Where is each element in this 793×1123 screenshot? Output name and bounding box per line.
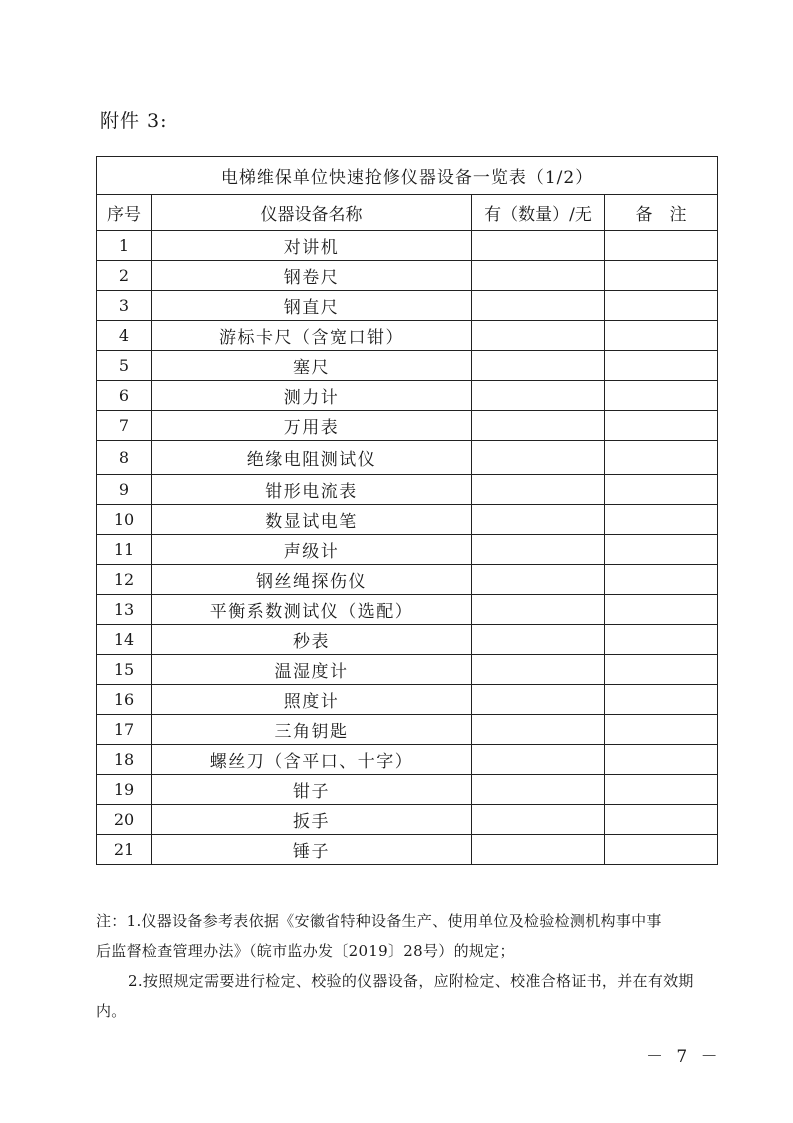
table-title: 电梯维保单位快速抢修仪器设备一览表（1/2）	[97, 157, 718, 195]
remark-cell	[605, 505, 718, 535]
header-have: 有（数量）/无	[472, 195, 605, 231]
remark-cell	[605, 805, 718, 835]
remark-cell	[605, 411, 718, 441]
table-row	[97, 685, 718, 715]
table-header-row	[97, 195, 718, 231]
remark-cell	[605, 625, 718, 655]
remark-cell	[605, 745, 718, 775]
quantity-cell	[472, 625, 605, 655]
table-row	[97, 441, 718, 475]
note-1-line-1: 注：1.仪器设备参考表依据《安徽省特种设备生产、使用单位及检验检测机构事中事	[96, 912, 662, 930]
quantity-cell	[472, 745, 605, 775]
remark-cell	[605, 381, 718, 411]
table-row	[97, 625, 718, 655]
row-number: 12	[97, 565, 152, 595]
equipment-name: 对讲机	[152, 231, 472, 261]
equipment-name: 螺丝刀（含平口、十字）	[152, 745, 472, 775]
table-row	[97, 475, 718, 505]
row-number: 10	[97, 505, 152, 535]
header-name: 仪器设备名称	[152, 195, 472, 231]
quantity-cell	[472, 655, 605, 685]
equipment-name: 三角钥匙	[152, 715, 472, 745]
quantity-cell	[472, 685, 605, 715]
equipment-name: 塞尺	[152, 351, 472, 381]
table-row	[97, 805, 718, 835]
quantity-cell	[472, 835, 605, 865]
attachment-label: 附件 3:	[100, 110, 168, 132]
table-row	[97, 291, 718, 321]
table-row	[97, 321, 718, 351]
row-number: 16	[97, 685, 152, 715]
row-number: 2	[97, 261, 152, 291]
row-number: 18	[97, 745, 152, 775]
equipment-name: 钳子	[152, 775, 472, 805]
equipment-name: 绝缘电阻测试仪	[152, 441, 472, 475]
note-1-line-2: 后监督检查管理办法》（皖市监办发〔2019〕28号）的规定；	[96, 942, 515, 960]
row-number: 17	[97, 715, 152, 745]
table-row	[97, 835, 718, 865]
equipment-name: 照度计	[152, 685, 472, 715]
table-row	[97, 595, 718, 625]
row-number: 19	[97, 775, 152, 805]
quantity-cell	[472, 291, 605, 321]
quantity-cell	[472, 595, 605, 625]
remark-cell	[605, 351, 718, 381]
remark-cell	[605, 321, 718, 351]
table-row	[97, 381, 718, 411]
equipment-name: 万用表	[152, 411, 472, 441]
row-number: 6	[97, 381, 152, 411]
equipment-name: 扳手	[152, 805, 472, 835]
quantity-cell	[472, 351, 605, 381]
remark-cell	[605, 775, 718, 805]
table-row	[97, 565, 718, 595]
table-row	[97, 715, 718, 745]
quantity-cell	[472, 475, 605, 505]
quantity-cell	[472, 231, 605, 261]
note-2: 2.按照规定需要进行检定、校验的仪器设备，应附检定、校准合格证书，并在有效期内。	[96, 972, 694, 1020]
row-number: 3	[97, 291, 152, 321]
row-number: 4	[97, 321, 152, 351]
row-number: 21	[97, 835, 152, 865]
header-remark: 备 注	[605, 195, 718, 231]
row-number: 13	[97, 595, 152, 625]
equipment-name: 锤子	[152, 835, 472, 865]
row-number: 11	[97, 535, 152, 565]
table-row	[97, 775, 718, 805]
row-number: 7	[97, 411, 152, 441]
equipment-name: 温湿度计	[152, 655, 472, 685]
remark-cell	[605, 535, 718, 565]
row-number: 15	[97, 655, 152, 685]
equipment-name: 秒表	[152, 625, 472, 655]
table-title-row	[97, 157, 718, 195]
remark-cell	[605, 565, 718, 595]
remark-cell	[605, 685, 718, 715]
quantity-cell	[472, 411, 605, 441]
table-row	[97, 505, 718, 535]
equipment-name: 钳形电流表	[152, 475, 472, 505]
equipment-name: 声级计	[152, 535, 472, 565]
equipment-table	[96, 156, 718, 865]
quantity-cell	[472, 505, 605, 535]
equipment-name: 钢卷尺	[152, 261, 472, 291]
header-seq: 序号	[97, 195, 152, 231]
notes-section	[96, 906, 721, 1026]
remark-cell	[605, 261, 718, 291]
equipment-name: 钢丝绳探伤仪	[152, 565, 472, 595]
remark-cell	[605, 475, 718, 505]
row-number: 5	[97, 351, 152, 381]
table-row	[97, 655, 718, 685]
equipment-name: 平衡系数测试仪（选配）	[152, 595, 472, 625]
quantity-cell	[472, 775, 605, 805]
quantity-cell	[472, 381, 605, 411]
remark-cell	[605, 291, 718, 321]
equipment-name: 游标卡尺（含宽口钳）	[152, 321, 472, 351]
row-number: 20	[97, 805, 152, 835]
table-row	[97, 535, 718, 565]
quantity-cell	[472, 321, 605, 351]
equipment-name: 数显试电笔	[152, 505, 472, 535]
table-row	[97, 351, 718, 381]
quantity-cell	[472, 441, 605, 475]
page-number: － 7 －	[646, 1047, 722, 1067]
remark-cell	[605, 715, 718, 745]
remark-cell	[605, 655, 718, 685]
remark-cell	[605, 231, 718, 261]
table-row	[97, 411, 718, 441]
quantity-cell	[472, 565, 605, 595]
table-row	[97, 261, 718, 291]
row-number: 8	[97, 441, 152, 475]
row-number: 14	[97, 625, 152, 655]
remark-cell	[605, 595, 718, 625]
quantity-cell	[472, 535, 605, 565]
remark-cell	[605, 441, 718, 475]
table-row	[97, 745, 718, 775]
quantity-cell	[472, 805, 605, 835]
equipment-name: 钢直尺	[152, 291, 472, 321]
quantity-cell	[472, 261, 605, 291]
table-row	[97, 231, 718, 261]
equipment-name: 测力计	[152, 381, 472, 411]
row-number: 9	[97, 475, 152, 505]
quantity-cell	[472, 715, 605, 745]
remark-cell	[605, 835, 718, 865]
row-number: 1	[97, 231, 152, 261]
